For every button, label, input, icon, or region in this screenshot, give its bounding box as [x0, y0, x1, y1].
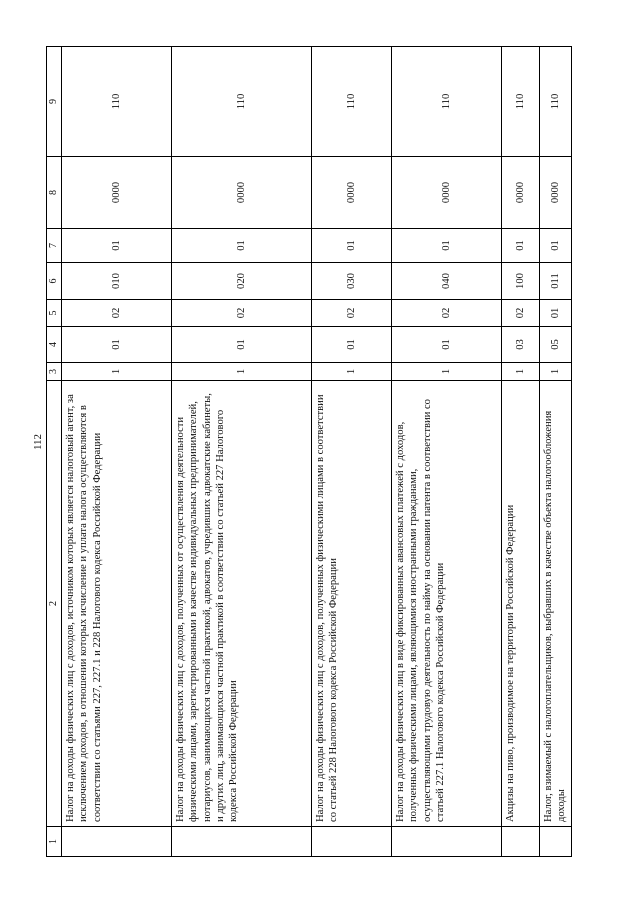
- code-cell: 02: [502, 300, 540, 327]
- budget-classification-table: [46, 46, 572, 857]
- column-header: 7: [47, 229, 62, 263]
- code-cell: 110: [502, 47, 540, 157]
- table-row: [62, 47, 172, 857]
- code-cell: 01: [62, 229, 172, 263]
- code-cell: 010: [62, 263, 172, 300]
- tax-name-cell: Налог на доходы физических лиц с доходов, полученных физическими лицами в соответствии со статьей 228 Налогового кодекса Российской Федерации: [312, 381, 392, 827]
- code-cell: 0000: [502, 157, 540, 229]
- code-cell: 0000: [172, 157, 312, 229]
- code-cell: 0000: [392, 157, 502, 229]
- code-cell: 110: [312, 47, 392, 157]
- table-row: [392, 47, 502, 857]
- code-cell: 1: [62, 363, 172, 381]
- code-cell: 03: [502, 327, 540, 363]
- code-cell: 02: [392, 300, 502, 327]
- code-cell: 0000: [540, 157, 572, 229]
- code-cell: 110: [172, 47, 312, 157]
- code-cell: 040: [392, 263, 502, 300]
- page-number: 112: [32, 433, 44, 451]
- code-cell: 02: [62, 300, 172, 327]
- code-cell: 020: [172, 263, 312, 300]
- row-index-cell: [392, 827, 502, 857]
- code-cell: 01: [540, 229, 572, 263]
- code-cell: 01: [392, 229, 502, 263]
- table-row: [312, 47, 392, 857]
- code-cell: 01: [540, 300, 572, 327]
- table-header-row: [47, 47, 62, 857]
- code-cell: 110: [392, 47, 502, 157]
- column-header: 5: [47, 300, 62, 327]
- table-row: [502, 47, 540, 857]
- code-cell: 1: [502, 363, 540, 381]
- tax-name-cell: Налог на доходы физических лиц с доходов, полученных от осуществления деятельности физическими лицами, зарегистрированными в качестве индивидуальных предпринимателей, нотариусов, занимающихся частной практикой, адвокатов, учредивших адвокатские кабинеты, и других лиц, занимающихся частной практикой в соответствии со статьей 227 Налогового кодекса Российской Федерации: [172, 381, 312, 827]
- code-cell: 01: [172, 327, 312, 363]
- column-header: 9: [47, 47, 62, 157]
- code-cell: 01: [172, 229, 312, 263]
- column-header: 8: [47, 157, 62, 229]
- code-cell: 02: [312, 300, 392, 327]
- code-cell: 01: [312, 229, 392, 263]
- code-cell: 100: [502, 263, 540, 300]
- code-cell: 1: [172, 363, 312, 381]
- row-index-cell: [172, 827, 312, 857]
- row-index-cell: [502, 827, 540, 857]
- table-row: [540, 47, 572, 857]
- row-index-cell: [312, 827, 392, 857]
- row-index-cell: [540, 827, 572, 857]
- column-header: 3: [47, 363, 62, 381]
- column-header: 1: [47, 827, 62, 857]
- tax-name-cell: Налог на доходы физических лиц в виде фиксированных авансовых платежей с доходов, полученных физическими лицами, являющимися иностранными гражданами, осуществляющими трудовую деятельность по найму на основании патента в соответствии со статьей 227.1 Налогового кодекса Российской Федерации: [392, 381, 502, 827]
- code-cell: 110: [62, 47, 172, 157]
- code-cell: 01: [312, 327, 392, 363]
- code-cell: 01: [62, 327, 172, 363]
- column-header: 6: [47, 263, 62, 300]
- tax-name-cell: Налог, взимаемый с налогоплательщиков, выбравших в качестве объекта налогообложения доходы: [540, 381, 572, 827]
- tax-name-cell: Акцизы на пиво, производимое на территории Российской Федерации: [502, 381, 540, 827]
- code-cell: 05: [540, 327, 572, 363]
- code-cell: 0000: [312, 157, 392, 229]
- code-cell: 011: [540, 263, 572, 300]
- column-header: 4: [47, 327, 62, 363]
- code-cell: 1: [540, 363, 572, 381]
- code-cell: 02: [172, 300, 312, 327]
- code-cell: 030: [312, 263, 392, 300]
- code-cell: 1: [312, 363, 392, 381]
- tax-name-cell: Налог на доходы физических лиц с доходов, источником которых является налоговый агент, за исключением доходов, в отношении которых исчисление и уплата налога осуществляются в соответствии со статьями 227, 227.1 и 228 Налогового кодекса Российской Федерации: [62, 381, 172, 827]
- table-row: [172, 47, 312, 857]
- code-cell: 110: [540, 47, 572, 157]
- code-cell: 01: [502, 229, 540, 263]
- code-cell: 0000: [62, 157, 172, 229]
- code-cell: 1: [392, 363, 502, 381]
- code-cell: 01: [392, 327, 502, 363]
- rotated-table-container: [46, 47, 570, 857]
- column-header: 2: [47, 381, 62, 827]
- row-index-cell: [62, 827, 172, 857]
